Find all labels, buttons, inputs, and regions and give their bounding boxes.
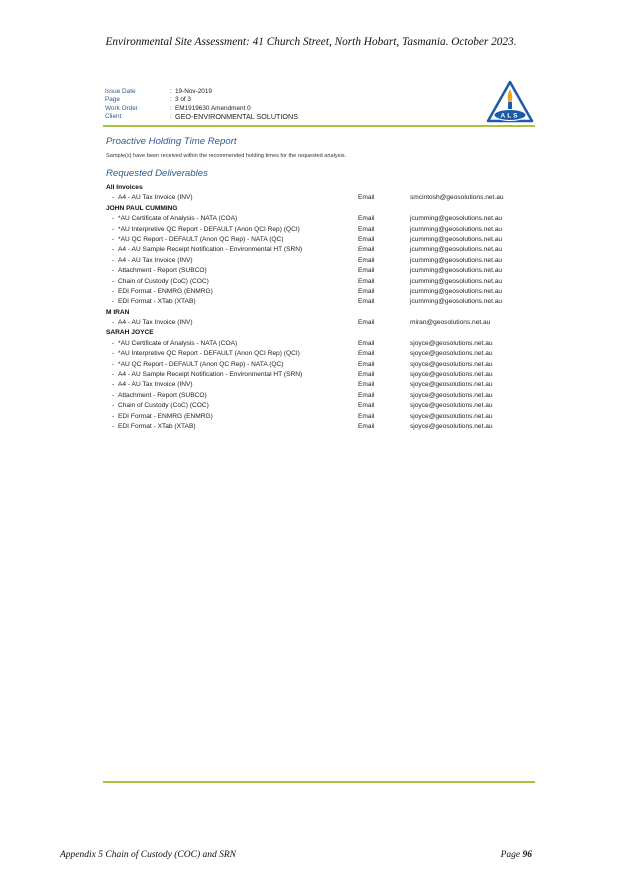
- logo-text: ALS: [500, 112, 520, 120]
- deliverable-row: [106, 287, 526, 297]
- bullet-dash: -: [112, 412, 115, 420]
- deliverable-description: [106, 318, 358, 328]
- email-address: sjoyce@geosolutions.net.au: [410, 360, 493, 368]
- deliverable-text: Chain of Custody (CoC) (COC): [118, 402, 209, 410]
- deliverable-description: [106, 256, 358, 266]
- deliverable-description: [106, 360, 358, 370]
- deliverable-text: Attachment - Report (SUBCO): [118, 267, 207, 275]
- header-divider: [103, 125, 535, 127]
- deliverable-row: [106, 193, 526, 203]
- deliverable-row: [106, 266, 526, 276]
- bullet-dash: -: [112, 339, 115, 347]
- logo-column: [508, 102, 512, 110]
- page-label: Page: [500, 850, 521, 860]
- delivery-method: Email: [358, 235, 375, 243]
- bullet-dash: -: [112, 371, 115, 379]
- deliverable-text: *AU Certificate of Analysis - NATA (COA): [118, 339, 238, 347]
- meta-value: 3 of 3: [175, 96, 191, 104]
- deliverable-description: [106, 401, 358, 411]
- deliverable-row: [106, 380, 526, 390]
- meta-colon: :: [170, 112, 172, 120]
- bullet-dash: -: [112, 391, 115, 399]
- deliverable-text: A4 - AU Tax Invoice (INV): [118, 319, 193, 327]
- deliverable-text: EDI Format - ENMRG (ENMRG): [118, 287, 213, 295]
- delivery-method: Email: [358, 350, 375, 358]
- deliverable-text: A4 - AU Tax Invoice (INV): [118, 256, 193, 264]
- footer-appendix-title: Appendix 5 Chain of Custody (COC) and SRN: [60, 850, 237, 860]
- deliverable-text: *AU Interpretive QC Report - DEFAULT (Anon QCI Rep) (QCI): [118, 350, 300, 358]
- meta-colon: :: [170, 96, 172, 104]
- email-address: jcumming@geosolutions.net.au: [410, 256, 503, 264]
- deliverable-row: [106, 422, 526, 432]
- deliverable-row: [106, 225, 526, 235]
- email-address: jcumming@geosolutions.net.au: [410, 267, 503, 275]
- recipient-name: SARAH JOYCE: [106, 329, 154, 337]
- deliverable-row: [106, 391, 526, 401]
- bullet-dash: -: [112, 381, 115, 389]
- meta-colon: :: [170, 88, 172, 95]
- deliverable-text: A4 - AU Sample Receipt Notification - Environmental HT (SRN): [118, 246, 303, 254]
- delivery-method: Email: [358, 246, 375, 254]
- meta-value: EM1919630 Amendment 0: [175, 104, 251, 112]
- deliverable-description: [106, 245, 358, 255]
- email-address: sjoyce@geosolutions.net.au: [410, 339, 493, 347]
- delivery-method: Email: [358, 215, 375, 223]
- delivery-method: Email: [358, 402, 375, 410]
- email-address: jcumming@geosolutions.net.au: [410, 225, 503, 233]
- bullet-dash: -: [112, 267, 115, 275]
- email-address: miran@geosolutions.net.au: [410, 319, 491, 327]
- deliverable-description: [106, 391, 358, 401]
- deliverable-text: A4 - AU Sample Receipt Notification - Environmental HT (SRN): [118, 371, 303, 379]
- meta-value: 19-Nov-2019: [175, 88, 212, 95]
- deliverable-text: EDI Format - XTab (XTAB): [118, 298, 196, 306]
- recipient-name: JOHN PAUL CUMMING: [106, 204, 178, 212]
- bullet-dash: -: [112, 422, 115, 430]
- meta-label: Work Order: [105, 104, 138, 112]
- meta-label: Client: [105, 112, 122, 120]
- deliverable-description: [106, 297, 358, 307]
- email-address: jcumming@geosolutions.net.au: [410, 298, 503, 306]
- deliverable-row: [106, 401, 526, 411]
- bullet-dash: -: [112, 287, 115, 295]
- deliverable-text: A4 - AU Tax Invoice (INV): [118, 194, 193, 202]
- deliverable-row: [106, 214, 526, 224]
- email-address: sjoyce@geosolutions.net.au: [410, 371, 493, 379]
- bullet-dash: -: [112, 225, 115, 233]
- delivery-method: Email: [358, 194, 375, 202]
- delivery-method: Email: [358, 319, 375, 327]
- meta-value: GEO-ENVIRONMENTAL SOLUTIONS: [175, 111, 299, 121]
- delivery-method: Email: [358, 256, 375, 264]
- deliverable-description: [106, 412, 358, 422]
- email-address: jcumming@geosolutions.net.au: [410, 287, 503, 295]
- als-logo-icon: [486, 80, 534, 124]
- bullet-dash: -: [112, 246, 115, 254]
- bullet-dash: -: [112, 319, 115, 327]
- meta-row-issue-date: [105, 88, 298, 96]
- deliverable-row: [106, 235, 526, 245]
- email-address: sjoyce@geosolutions.net.au: [410, 422, 493, 430]
- delivery-method: Email: [358, 391, 375, 399]
- deliverable-row: [106, 370, 526, 380]
- deliverable-description: [106, 193, 358, 203]
- deliverable-row: [106, 245, 526, 255]
- deliverable-description: [106, 349, 358, 359]
- deliverable-description: [106, 422, 358, 432]
- deliverable-description: [106, 266, 358, 276]
- delivery-method: Email: [358, 371, 375, 379]
- deliverable-text: *AU QC Report - DEFAULT (Anon QC Rep) - NATA (QC): [118, 360, 284, 368]
- deliverable-text: EDI Format - XTab (XTAB): [118, 422, 196, 430]
- meta-label: Page: [105, 96, 120, 104]
- delivery-method: Email: [358, 339, 375, 347]
- holding-time-title: Proactive Holding Time Report: [106, 136, 237, 147]
- deliverable-description: [106, 214, 358, 224]
- delivery-method: Email: [358, 225, 375, 233]
- deliverable-description: [106, 339, 358, 349]
- deliverable-row: [106, 412, 526, 422]
- page-number: 96: [522, 850, 532, 860]
- email-address: jcumming@geosolutions.net.au: [410, 235, 503, 243]
- deliverable-row: [106, 349, 526, 359]
- delivery-method: Email: [358, 422, 375, 430]
- email-address: sjoyce@geosolutions.net.au: [410, 350, 493, 358]
- deliverables-title: Requested Deliverables: [106, 168, 208, 179]
- meta-label: Issue Date: [105, 88, 136, 95]
- deliverable-row: [106, 297, 526, 307]
- deliverable-text: *AU Certificate of Analysis - NATA (COA): [118, 215, 238, 223]
- deliverable-description: [106, 225, 358, 235]
- email-address: sjoyce@geosolutions.net.au: [410, 391, 493, 399]
- recipient-name: M IRAN: [106, 308, 130, 316]
- meta-colon: :: [170, 104, 172, 112]
- deliverable-text: *AU QC Report - DEFAULT (Anon QC Rep) - NATA (QC): [118, 235, 284, 243]
- deliverable-description: [106, 277, 358, 287]
- delivery-method: Email: [358, 298, 375, 306]
- deliverable-description: [106, 370, 358, 380]
- email-address: sjoyce@geosolutions.net.au: [410, 402, 493, 410]
- email-address: sjoyce@geosolutions.net.au: [410, 412, 493, 420]
- meta-row-page: [105, 96, 298, 104]
- deliverable-row: [106, 360, 526, 370]
- deliverable-description: [106, 380, 358, 390]
- meta-row-client: [105, 113, 298, 121]
- deliverable-text: Attachment - Report (SUBCO): [118, 391, 207, 399]
- deliverable-row: [106, 256, 526, 266]
- bullet-dash: -: [112, 360, 115, 368]
- bullet-dash: -: [112, 235, 115, 243]
- deliverable-row: [106, 318, 526, 328]
- footer-page-number: [501, 850, 532, 860]
- bullet-dash: -: [112, 215, 115, 223]
- deliverable-text: EDI Format - ENMRG (ENMRG): [118, 412, 213, 420]
- delivery-method: Email: [358, 360, 375, 368]
- footer-divider: [103, 781, 535, 783]
- deliverable-text: A4 - AU Tax Invoice (INV): [118, 381, 193, 389]
- email-address: jcumming@geosolutions.net.au: [410, 277, 503, 285]
- deliverable-text: Chain of Custody (CoC) (COC): [118, 277, 209, 285]
- holding-time-text: Sample(s) have been received within the recommended holding times for the requested analysis.: [106, 153, 347, 159]
- deliverable-description: [106, 235, 358, 245]
- email-address: sjoyce@geosolutions.net.au: [410, 381, 493, 389]
- email-address: jcumming@geosolutions.net.au: [410, 215, 503, 223]
- delivery-method: Email: [358, 277, 375, 285]
- recipient-name: All Invoices: [106, 184, 143, 191]
- deliverable-text: *AU Interpretive QC Report - DEFAULT (Anon QCI Rep) (QCI): [118, 225, 300, 233]
- bullet-dash: -: [112, 402, 115, 410]
- delivery-method: Email: [358, 287, 375, 295]
- bullet-dash: -: [112, 298, 115, 306]
- bullet-dash: -: [112, 277, 115, 285]
- deliverables-list: [106, 183, 526, 432]
- delivery-method: Email: [358, 381, 375, 389]
- delivery-method: Email: [358, 267, 375, 275]
- deliverable-row: [106, 339, 526, 349]
- report-metadata: [105, 88, 298, 121]
- deliverable-description: [106, 287, 358, 297]
- email-address: jcumming@geosolutions.net.au: [410, 246, 503, 254]
- deliverable-row: [106, 277, 526, 287]
- delivery-method: Email: [358, 412, 375, 420]
- email-address: smcintosh@geosolutions.net.au: [410, 194, 504, 202]
- bullet-dash: -: [112, 256, 115, 264]
- bullet-dash: -: [112, 350, 115, 358]
- document-header: Environmental Site Assessment: 41 Church Street, North Hobart, Tasmania. October 2023.: [105, 36, 517, 48]
- bullet-dash: -: [112, 194, 115, 202]
